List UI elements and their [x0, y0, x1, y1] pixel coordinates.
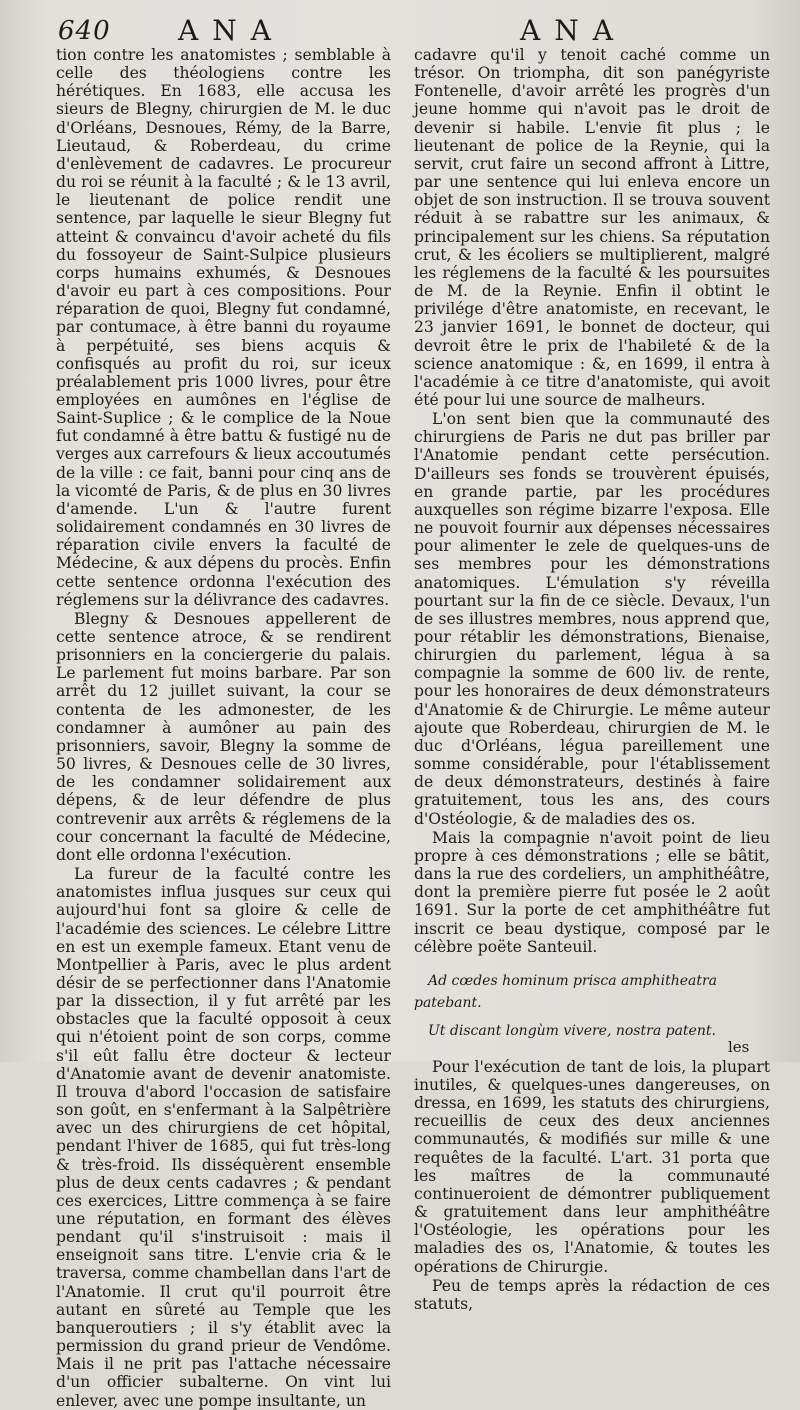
running-head-left: ANA	[178, 14, 285, 47]
paragraph: tion contre les anatomistes ; semblable à celle des théologiens contre les hérétiques. En 1683, elle accusa les sieurs de Blegny, chirurgien de M. le duc d'Orléans, Desnoues, Rémy, de la Barre, Lieutaud, & Roberdeau, du crime d'enlèvement de cadavres. Le procureur du roi se réunit à la faculté ; & le 13 avril, le lieutenant de police rendit une sentence, par laquelle le sieur Blegny fut atteint & convaincu d'avoir acheté du fils du fossoyeur de Saint-Sulpice plusieurs corps humains exhumés, & Desnoues d'avoir eu part à ces compositions. Pour réparation de quoi, Blegny fut condamné, par contumace, à être banni du royaume à perpétuité, ses biens acquis & confisqués au profit du roi, sur iceux préalablement pris 1000 livres, pour être employées en aumônes en l'église de Saint-Suplice ; & le complice de la Noue fut condamné à être battu & fustigé nu de verges aux carrefours & lieux accoutumés de la ville : ce fait, banni pour cinq ans de la vicomté de Paris, & de plus en 30 livres d'amende. L'un & l'autre furent solidairement condamnés en 30 livres de réparation civile envers la faculté de Médecine, & aux dépens du procès. Enfin cette sentence ordonna l'exécution des réglemens sur la délivrance des cadavres.	[56, 46, 391, 609]
paragraph: Pour l'exécution de tant de lois, la plupart inutiles, & quelques-unes dangereuses, on dressa, en 1699, les statuts des chirurgiens, recueillis de ceux des deux anciennes communautés, & modifiés sur mille & une requêtes de la faculté. L'art. 31 porta que les maîtres de la communauté continueroient de démontrer publiquement & gratuitement dans leur amphithéâtre l'Ostéologie, les opérations pour les maladies des os, l'Anatomie, & toutes les opérations de Chirurgie.	[414, 1057, 770, 1276]
right-column	[414, 46, 770, 1313]
catchword: les	[728, 1038, 750, 1056]
paragraph: Mais la compagnie n'avoit point de lieu propre à ces démonstrations ; elle se bâtit, dans la rue des cordeliers, un amphithéâtre, dont la première pierre fut posée le 2 août 1691. Sur la porte de cet amphithéâtre fut inscrit ce beau dystique, composé par le célèbre poëte Santeuil.	[414, 828, 770, 956]
paragraph: Peu de temps après la rédaction de ces statuts,	[414, 1276, 770, 1313]
paragraph: cadavre qu'il y tenoit caché comme un trésor. On triompha, dit son panégyriste Fontenelle, d'avoir arrêté les progrès d'un jeune homme qui n'avoit pas le droit de devenir si habile. L'envie fit plus ; le lieutenant de police de la Reynie, qui la servit, crut faire un second affront à Littre, par une sentence qui lui enleva encore un objet de son instruction. Il se trouva souvent réduit à se rabattre sur les animaux, & principalement sur les chiens. Sa réputation crut, & les écoliers se multiplierent, malgré les réglemens de la faculté & les poursuites de M. de la Reynie. Enfin il obtint le privilége d'être anatomiste, en recevant, le 23 janvier 1691, le bonnet de docteur, qui devroit être le prix de l'habileté & de la science anatomique : &, en 1699, il entra à l'académie à ce titre d'anatomiste, qui avoit été pour lui une source de malheurs.	[414, 46, 770, 409]
running-head-right: ANA	[520, 14, 627, 47]
paragraph: La fureur de la faculté contre les anatomistes influa jusques sur ceux qui aujourd'hui font sa gloire & celle de l'académie des sciences. Le célebre Littre en est un exemple fameux. Etant venu de Montpellier à Paris, avec le plus ardent désir de se perfectionner dans l'Anatomie par la dissection, il y fut arrêté par les obstacles que la faculté opposoit à ceux qui n'étoient point de son corps, comme s'il eût fallu être docteur & lecteur d'Anatomie avant de devenir anatomiste. Il trouva d'abord l'occasion de satisfaire son goût, en s'enfermant à la Salpêtrière avec un des chirurgiens de cet hôpital, pendant l'hiver de 1685, qui fut très-long & très-froid. Ils disséquèrent ensemble plus de deux cents cadavres ; & pendant ces exercices, Littre commença à se faire une réputation, en formant des élèves pendant qu'il s'instruisoit : mais il enseignoit sans titre. L'envie cria & le traversa, comme chambellan dans l'art de l'Anatomie. Il crut qu'il pourroit être autant en sûreté au Temple que les banqueroutiers ; il s'y établit avec la permission du grand prieur de Vendôme. Mais il ne prit pas l'attache nécessaire d'un officier subalterne. On vint lui enlever, avec une pompe insultante, un	[56, 865, 391, 1410]
page-header	[0, 10, 800, 46]
paragraph: Blegny & Desnoues appellerent de cette sentence atroce, & se rendirent prisonniers en la conciergerie du palais. Le parlement fut moins barbare. Par son arrêt du 12 juillet suivant, la cour se contenta de les admonester, de les condamner à aumôner au pain des prisonniers, savoir, Blegny la somme de 50 livres, & Desnoues celle de 30 livres, de les condamner solidairement aux dépens, & de leur défendre de plus contrevenir aux arrêts & réglemens de la cour concernant la faculté de Médecine, dont elle ordonna l'exécution.	[56, 609, 391, 864]
left-column	[56, 46, 391, 1410]
latin-verse-line: Ad cœdes hominum prisca amphitheatra patebant.	[414, 972, 718, 1011]
latin-verse-line: Ut discant longùm vivere, nostra patent.	[428, 1022, 716, 1039]
paragraph: L'on sent bien que la communauté des chirurgiens de Paris ne dut pas briller par l'Anatomie pendant cette persécution. D'ailleurs ses fonds se trouvèrent épuisés, en grande partie, par les procédures auxquelles son régime bizarre l'exposa. Elle ne pouvoit fournir aux dépenses nécessaires pour alimenter le zele de quelques-uns de ses membres pour les démonstrations anatomiques. L'émulation s'y réveilla pourtant sur la fin de ce siècle. Devaux, l'un de ses illustres membres, nous apprend que, pour rétablir les démonstrations, Bienaise, chirurgien du parlement, légua à sa compagnie la somme de 600 liv. de rente, pour les honoraires de deux démonstrateurs d'Anatomie & de Chirurgie. Le même auteur ajoute que Roberdeau, chirurgien de M. le duc d'Orléans, légua pareillement une somme considérable, pour l'établissement de deux démonstrateurs, destinés à faire gratuitement, tous les ans, des cours d'Ostéologie, & de maladies des os.	[414, 410, 770, 828]
page-number: 640	[58, 16, 111, 46]
